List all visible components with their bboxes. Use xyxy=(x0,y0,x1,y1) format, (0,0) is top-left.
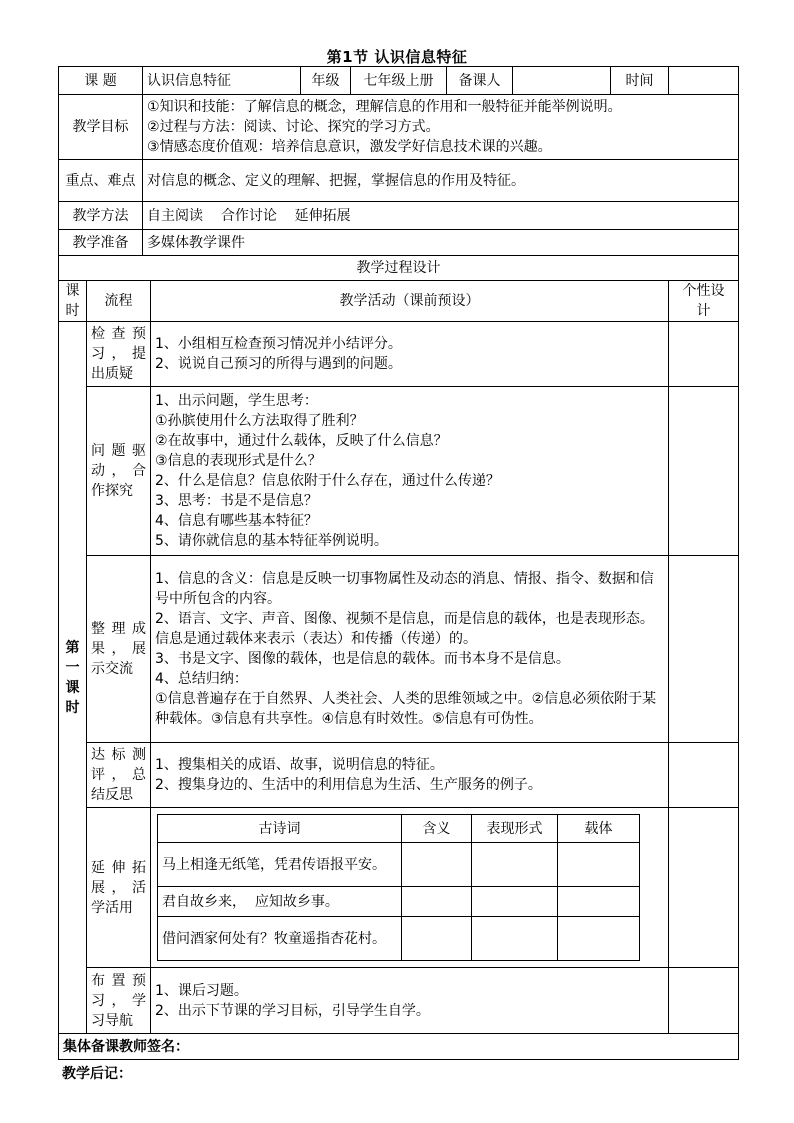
flow-label: 检查预习，提出质疑 xyxy=(87,322,151,387)
poem-cell xyxy=(472,917,558,961)
poem-header: 载体 xyxy=(558,815,640,843)
objectives-label: 教学目标 xyxy=(59,95,143,160)
activity-line: 2、搜集身边的、生活中的利用信息为生活、生产服务的例子。 xyxy=(155,777,542,793)
poem-cell xyxy=(402,887,472,917)
poem-cell xyxy=(402,843,472,887)
grade-label: 年级 xyxy=(301,67,351,95)
poem-cell xyxy=(402,917,472,961)
objectives-content xyxy=(143,95,739,160)
activity-cell xyxy=(151,387,669,556)
flow-label: 问题驱动，合作探究 xyxy=(87,387,151,556)
flow-label: 整理成果，展示交流 xyxy=(87,556,151,743)
key-points-value: 对信息的概念、定义的理解、把握，掌握信息的作用及特征。 xyxy=(143,160,739,202)
activity-line: 4、总结归纳： xyxy=(155,671,248,687)
flow-label: 布置预习，学习导航 xyxy=(87,968,151,1034)
lesson-plan-table xyxy=(58,66,739,1060)
preparer-label: 备课人 xyxy=(447,67,513,95)
key-points-label: 重点、难点 xyxy=(59,160,143,202)
poem-cell xyxy=(472,843,558,887)
preparer-value xyxy=(513,67,611,95)
activity-cell xyxy=(151,743,669,808)
flow-label: 延伸拓展，活学活用 xyxy=(87,808,151,968)
activity-cell xyxy=(151,556,669,743)
personal-cell xyxy=(669,968,739,1034)
activity-line: ①孙膑使用什么方法取得了胜利？ xyxy=(155,413,364,429)
activity-line: ①信息普遍存在于自然界、人类社会、人类的思维领域之中。②信息必须依附于某种载体。③信息有共享性。④信息有时效性。⑤信息有可伪性。 xyxy=(155,691,657,727)
poem-cell xyxy=(472,887,558,917)
prep-label: 教学准备 xyxy=(59,230,143,256)
grade-value: 七年级上册 xyxy=(351,67,447,95)
poem-cell xyxy=(558,887,640,917)
poem-text: 君自故乡来， 应知故乡事。 xyxy=(158,887,402,917)
col-flow-header: 流程 xyxy=(87,281,151,322)
poem-text: 马上相逢无纸笔，凭君传语报平安。 xyxy=(158,843,402,887)
process-section-title: 教学过程设计 xyxy=(59,256,739,281)
poem-header: 古诗词 xyxy=(158,815,402,843)
document-title: 第1节 认识信息特征 xyxy=(326,48,468,66)
col-personal-header: 个性设计 xyxy=(669,281,739,322)
method-value: 自主阅读 合作讨论 延伸拓展 xyxy=(143,202,739,230)
poem-cell xyxy=(558,843,640,887)
topic-value: 认识信息特征 xyxy=(143,67,301,95)
poem-text: 借问酒家何处有？牧童遥指杏花村。 xyxy=(158,917,402,961)
activity-line: ③信息的表现形式是什么？ xyxy=(155,453,322,469)
poem-table xyxy=(157,814,640,961)
signature-label: 集体备课教师签名： xyxy=(59,1034,739,1060)
time-value xyxy=(669,67,739,95)
col-period-header: 课时 xyxy=(59,281,87,322)
activity-line: ②在故事中，通过什么载体，反映了什么信息？ xyxy=(155,433,448,449)
activity-line: 1、信息的含义：信息是反映一切事物属性及动态的消息、情报、指令、数据和信号中所包含的内容。 xyxy=(155,571,654,607)
activity-line: 1、小组相互检查预习情况并小结评分。 xyxy=(155,336,402,352)
col-activity-header: 教学活动（课前预设） xyxy=(151,281,669,322)
activity-line: 1、出示问题，学生思考： xyxy=(155,393,318,409)
activity-line: 4、信息有哪些基本特征？ xyxy=(155,513,318,529)
personal-cell xyxy=(669,808,739,968)
activity-line: 3、书是文字、图像的载体，也是信息的载体。而书本身不是信息。 xyxy=(155,651,570,667)
activity-line: 3、思考：书是不是信息？ xyxy=(155,493,318,509)
activity-line: 2、说说自己预习的所得与遇到的问题。 xyxy=(155,356,402,372)
poem-header: 含义 xyxy=(402,815,472,843)
activity-line: 1、搜集相关的成语、故事，说明信息的特征。 xyxy=(155,757,444,773)
personal-cell xyxy=(669,556,739,743)
personal-cell xyxy=(669,743,739,808)
objective-line: ①知识和技能：了解信息的概念，理解信息的作用和一般特征并能举例说明。 xyxy=(147,99,622,115)
activity-line: 1、课后习题。 xyxy=(155,982,248,999)
objective-line: ③情感态度价值观：培养信息意识，激发学好信息技术课的兴趣。 xyxy=(147,139,552,155)
period-label: 第一课时 xyxy=(59,322,87,1034)
activity-line: 2、什么是信息？信息依附于什么存在，通过什么传递？ xyxy=(155,473,500,489)
objective-line: ②过程与方法：阅读、讨论、探究的学习方式。 xyxy=(147,119,440,135)
flow-label: 达标测评，总结反思 xyxy=(87,743,151,808)
activity-line: 5、请你就信息的基本特征举例说明。 xyxy=(155,533,388,549)
afterword-label: 教学后记： xyxy=(62,1066,132,1082)
activity-cell xyxy=(151,968,669,1034)
activity-line: 2、语言、文字、声音、图像、视频不是信息，而是信息的载体，也是表现形态。信息是通过载体来表示（表达）和传播（传递）的。 xyxy=(155,611,654,647)
activity-cell xyxy=(151,808,669,968)
activity-line: 2、出示下节课的学习目标，引导学生自学。 xyxy=(155,1002,430,1019)
personal-cell xyxy=(669,322,739,387)
time-label: 时间 xyxy=(611,67,669,95)
method-label: 教学方法 xyxy=(59,202,143,230)
poem-cell xyxy=(558,917,640,961)
topic-label: 课 题 xyxy=(59,67,143,95)
prep-value: 多媒体教学课件 xyxy=(143,230,739,256)
activity-cell xyxy=(151,322,669,387)
personal-cell xyxy=(669,387,739,556)
poem-header: 表现形式 xyxy=(472,815,558,843)
